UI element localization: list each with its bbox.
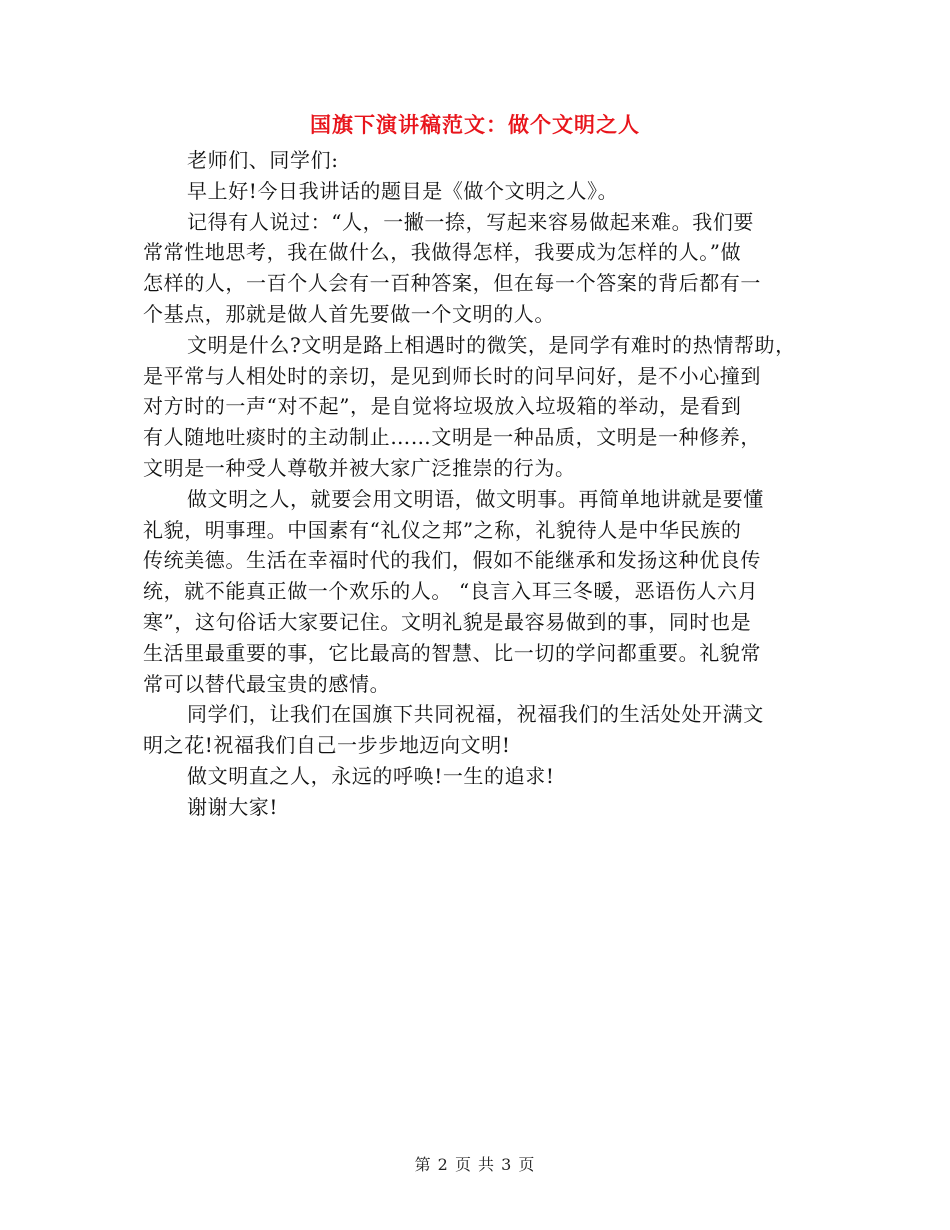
text-line: 有人随地吐痰时的主动制止……文明是一种品质，文明是一种修养， xyxy=(143,425,761,450)
text-line: 文明是什么?文明是路上相遇时的微笑，是同学有难时的热情帮助， xyxy=(187,332,796,357)
text-line: 怎样的人，一百个人会有一百种答案，但在每一个答案的背后都有一 xyxy=(143,271,761,296)
text-line: 是平常与人相处时的亲切，是见到师长时的问早问好，是不小心撞到 xyxy=(143,363,761,388)
text-line: 传统美德。生活在幸福时代的我们，假如不能继承和发扬这种优良传 xyxy=(143,548,761,573)
page-footer: 第 2 页 共 3 页 xyxy=(414,1155,536,1174)
text-line: 寒”，这句俗话大家要记住。文明礼貌是最容易做到的事，同时也是 xyxy=(143,609,752,634)
text-line: 同学们，让我们在国旗下共同祝福，祝福我们的生活处处开满文 xyxy=(187,702,764,727)
text-line: 做文明之人，就要会用文明语，做文明事。再简单地讲就是要懂 xyxy=(187,486,764,511)
text-line: 早上好!今日我讲话的题目是《做个文明之人》。 xyxy=(187,178,619,203)
text-line: 礼貌，明事理。中国素有“礼仪之邦”之称，礼貌待人是中华民族的 xyxy=(143,517,742,542)
text-line: 常可以替代最宝贵的感情。 xyxy=(143,671,391,696)
text-line: 生活里最重要的事，它比最高的智慧、比一切的学问都重要。礼貌常 xyxy=(143,640,761,665)
text-line: 统，就不能真正做一个欢乐的人。 “良言入耳三冬暖，恶语伤人六月 xyxy=(143,579,759,604)
text-line: 个基点，那就是做人首先要做一个文明的人。 xyxy=(143,301,555,326)
text-line: 对方时的一声“对不起”，是自觉将垃圾放入垃圾箱的举动，是看到 xyxy=(143,394,742,419)
text-line: 明之花!祝福我们自己一步步地迈向文明! xyxy=(143,733,511,758)
text-line: 谢谢大家! xyxy=(187,794,279,819)
text-line: 老师们、同学们: xyxy=(187,148,339,172)
text-line: 做文明直之人，永远的呼唤!一生的追求! xyxy=(187,763,555,788)
text-line: 文明是一种受人尊敬并被大家广泛推崇的行为。 xyxy=(143,455,576,480)
text-line: 常常性地思考，我在做什么，我做得怎样，我要成为怎样的人。”做 xyxy=(143,240,742,265)
document-title: 国旗下演讲稿范文：做个文明之人 xyxy=(310,113,640,137)
document-body xyxy=(143,145,815,823)
text-line: 记得有人说过：“人，一撇一捺，写起来容易做起来难。我们要 xyxy=(187,209,755,234)
